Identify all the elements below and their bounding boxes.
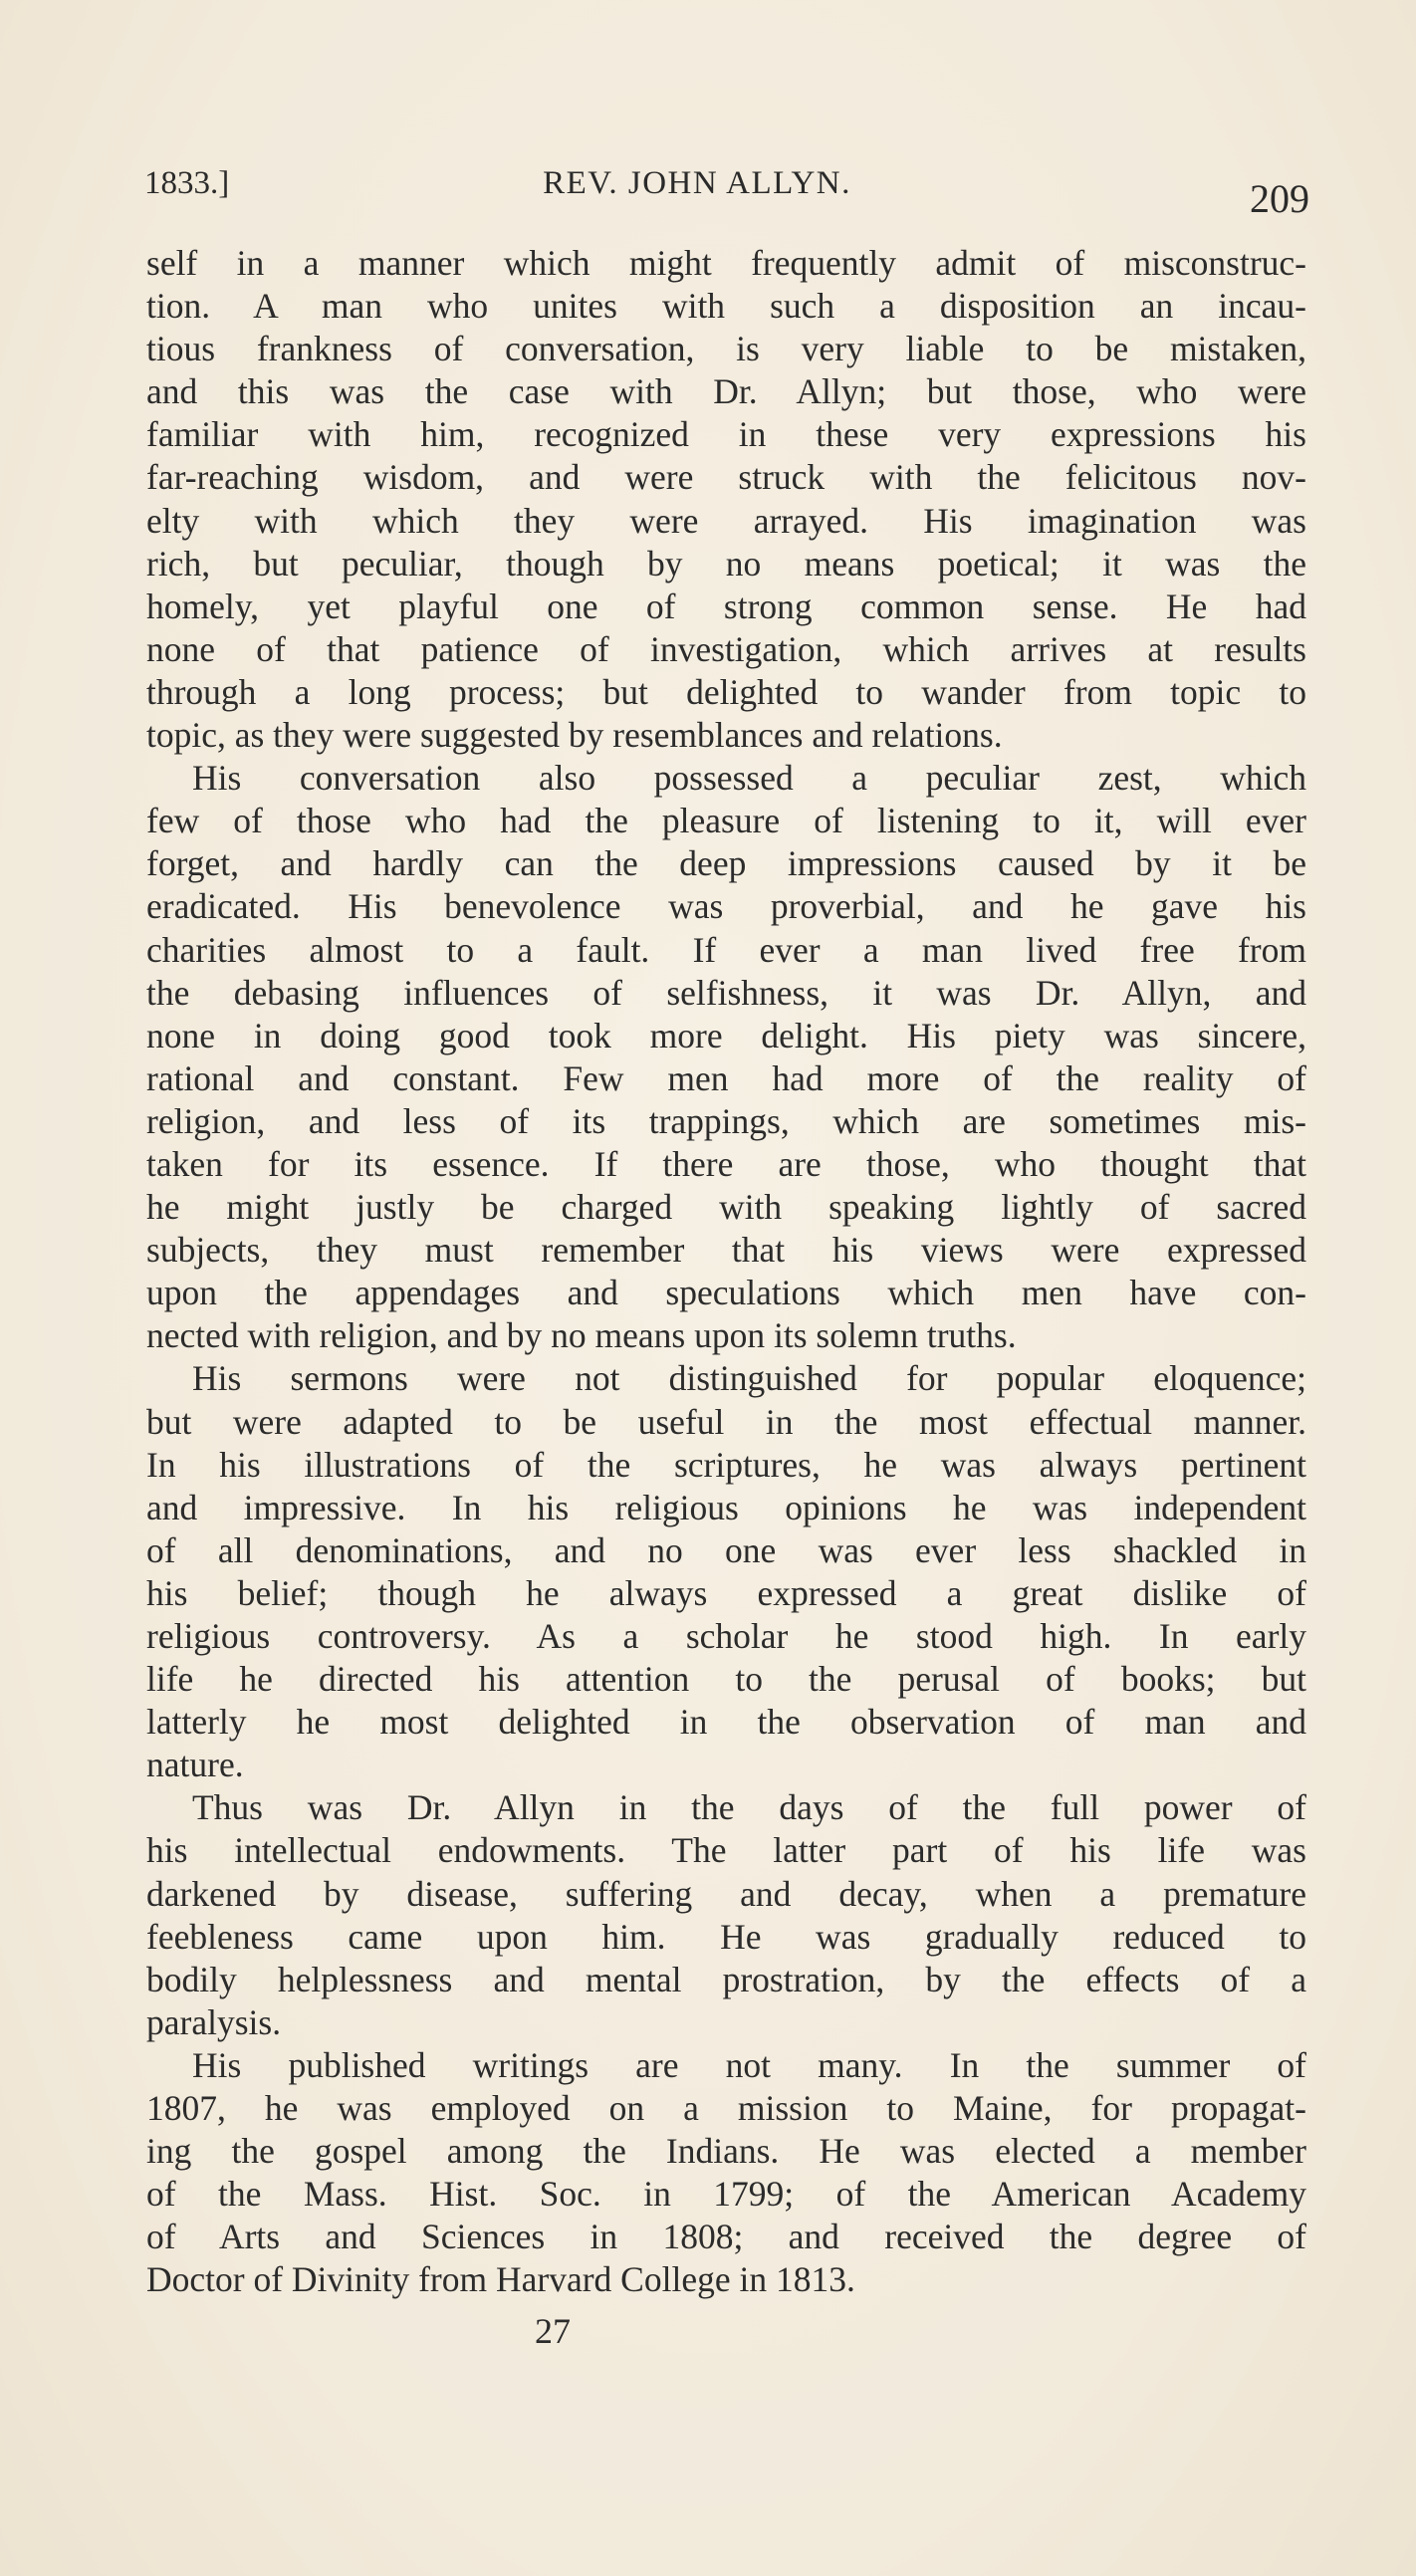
text-line: forget, and hardly can the deep impressions caused by it be (146, 843, 1306, 884)
text-line: feebleness came upon him. He was gradually reduced to (146, 1916, 1306, 1957)
text-line: His sermons were not distinguished for popular eloquence; (192, 1358, 1306, 1399)
text-line: his belief; though he always expressed a great dislike of (146, 1572, 1306, 1613)
text-line: tion. A man who unites with such a disposition an incau- (146, 286, 1306, 327)
header-title: REV. JOHN ALLYN. (543, 165, 851, 201)
text-line: taken for its essence. If there are those, who thought that (146, 1143, 1306, 1184)
text-line: self in a manner which might frequently admit of misconstruc- (146, 243, 1306, 283)
signature-mark: 27 (535, 2311, 571, 2351)
text-line: bodily helplessness and mental prostration, by the effects of a (146, 1959, 1306, 1999)
text-line: eradicated. His benevolence was proverbial, and he gave his (146, 886, 1306, 927)
text-line: rational and constant. Few men had more of the reality of (146, 1057, 1306, 1098)
text-line: Thus was Dr. Allyn in the days of the full power of (192, 1787, 1306, 1828)
text-line: topic, as they were suggested by resemblances and relations. (146, 715, 1003, 756)
text-line: of the Mass. Hist. Soc. in 1799; of the American Academy (146, 2174, 1306, 2215)
text-line: the debasing influences of selfishness, it was Dr. Allyn, and (146, 972, 1306, 1013)
text-line: but were adapted to be useful in the most effectual manner. (146, 1401, 1306, 1442)
text-line: life he directed his attention to the perusal of books; but (146, 1659, 1306, 1700)
text-line: His conversation also possessed a peculiar zest, which (192, 758, 1306, 799)
text-line: few of those who had the pleasure of listening to it, will ever (146, 801, 1306, 841)
text-line: religious controversy. As a scholar he stood high. In early (146, 1616, 1306, 1656)
text-line: In his illustrations of the scriptures, he was always pertinent (146, 1444, 1306, 1485)
text-line: nected with religion, and by no means upon its solemn truths. (146, 1315, 1017, 1356)
text-line: subjects, they must remember that his views were expressed (146, 1230, 1306, 1271)
text-line: religion, and less of its trappings, which are sometimes mis- (146, 1100, 1306, 1141)
text-line: he might justly be charged with speaking lightly of sacred (146, 1187, 1306, 1228)
text-line: ing the gospel among the Indians. He was elected a member (146, 2131, 1306, 2172)
text-line: none in doing good took more delight. His piety was sincere, (146, 1015, 1306, 1055)
page-number: 209 (1250, 176, 1309, 221)
text-line: familiar with him, recognized in these very expressions his (146, 414, 1306, 455)
text-line: darkened by disease, suffering and decay, when a premature (146, 1873, 1306, 1914)
text-line: of Arts and Sciences in 1808; and received the degree of (146, 2217, 1306, 2257)
text-line: His published writings are not many. In the summer of (192, 2044, 1306, 2085)
text-line: his intellectual endowments. The latter part of his life was (146, 1830, 1306, 1871)
text-line: nature. (146, 1745, 244, 1785)
text-line: none of that patience of investigation, which arrives at results (146, 628, 1306, 669)
body-text (146, 242, 1306, 2302)
text-line: paralysis. (146, 2001, 282, 2042)
text-line: rich, but peculiar, though by no means poetical; it was the (146, 543, 1306, 584)
text-line: through a long process; but delighted to wander from topic to (146, 671, 1306, 712)
text-line: Doctor of Divinity from Harvard College in 1813. (146, 2259, 855, 2300)
text-line: latterly he most delighted in the observation of man and (146, 1702, 1306, 1743)
text-line: of all denominations, and no one was ever less shackled in (146, 1529, 1306, 1570)
text-line: and impressive. In his religious opinions he was independent (146, 1487, 1306, 1527)
running-header (144, 159, 1309, 219)
text-line: charities almost to a fault. If ever a man lived free from (146, 929, 1306, 970)
text-line: and this was the case with Dr. Allyn; but those, who were (146, 371, 1306, 412)
text-line: far-reaching wisdom, and were struck with the felicitous nov- (146, 457, 1306, 498)
text-line: tious frankness of conversation, is very liable to be mistaken, (146, 329, 1306, 369)
header-year: 1833.] (144, 165, 230, 201)
text-line: elty with which they were arrayed. His imagination was (146, 500, 1306, 541)
text-line: homely, yet playful one of strong common sense. He had (146, 585, 1306, 626)
text-line: 1807, he was employed on a mission to Maine, for propagat- (146, 2088, 1306, 2129)
text-line: upon the appendages and speculations which men have con- (146, 1273, 1306, 1313)
